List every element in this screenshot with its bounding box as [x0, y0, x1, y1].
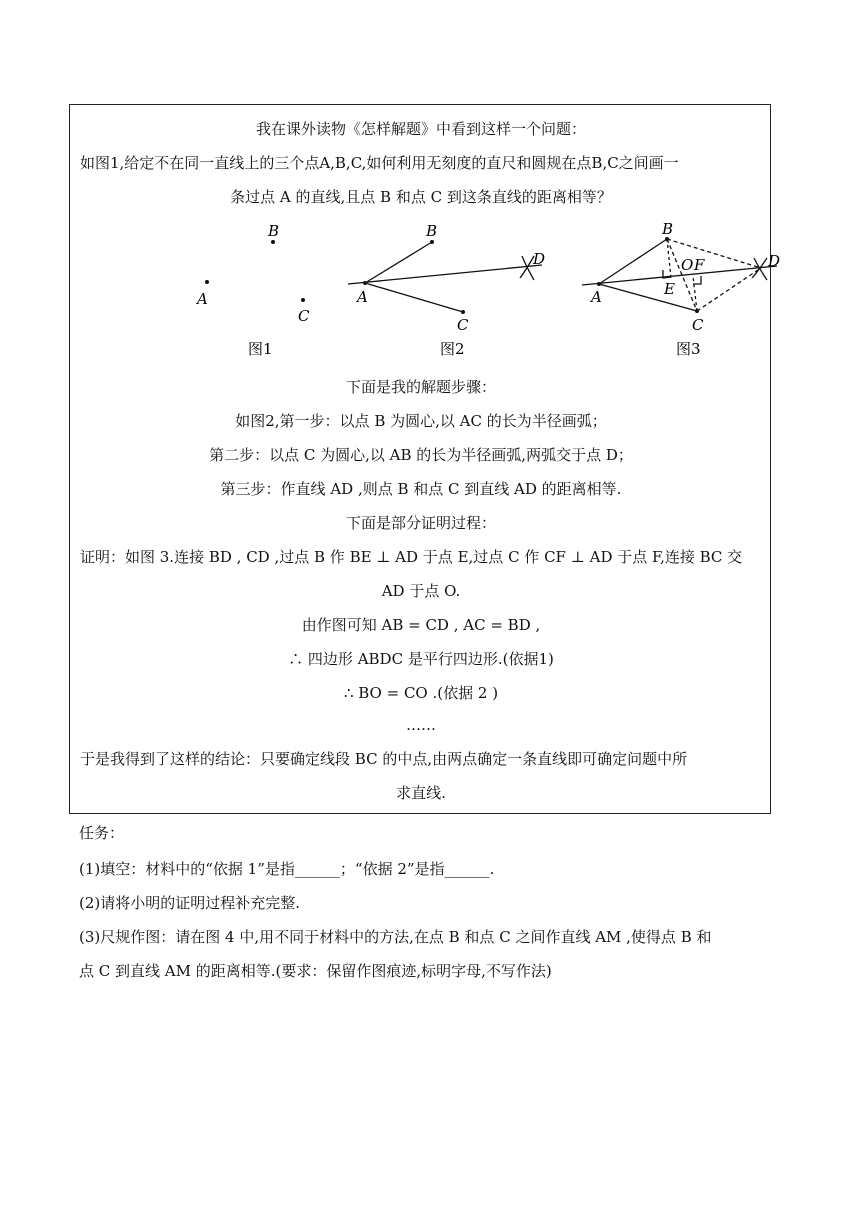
fig1-caption: 图1: [248, 340, 273, 358]
fig1-point-B: [271, 240, 275, 244]
fig2-label-A: A: [357, 288, 368, 306]
fig3-point-A: [597, 282, 601, 286]
fig2-point-C: [461, 310, 465, 314]
figures-diagram: [130, 218, 781, 358]
figure-2: [348, 242, 542, 312]
fig3-segment-BC: [667, 239, 697, 311]
fig3-label-D: D: [768, 252, 781, 270]
fig3-label-F: F: [694, 256, 705, 274]
fig2-label-D: D: [533, 250, 546, 268]
step-2: 第二步：以点 C 为圆心,以 AB 的长为半径画弧,两弧交于点 D；: [209, 446, 633, 464]
fig3-segment-BE: [667, 239, 671, 278]
fig3-right-angle-F: [693, 276, 701, 284]
fig2-segment-AC: [365, 283, 463, 312]
problem-line-2: 条过点 A 的直线,且点 B 和点 C 到这条直线的距离相等？: [230, 188, 612, 206]
fig3-caption: 图3: [676, 340, 701, 358]
fig3-label-O: O: [681, 256, 694, 274]
fig1-label-A: A: [197, 290, 208, 308]
fig3-label-A: A: [591, 288, 602, 306]
fig3-segment-CD: [697, 268, 761, 311]
fig1-point-A: [205, 280, 209, 284]
steps-title: 下面是我的解题步骤：: [345, 378, 496, 396]
fig3-label-C: C: [692, 316, 704, 334]
problem-line-1: 如图1,给定不在同一直线上的三个点A,B,C,如何利用无刻度的直尺和圆规在点B,C之间画一: [80, 154, 679, 172]
fig2-caption: 图2: [440, 340, 465, 358]
figure-3: [582, 239, 777, 311]
fig1-point-C: [301, 298, 305, 302]
proof-title: 下面是部分证明过程：: [345, 514, 496, 532]
task-1: (1)填空：材料中的“依据 1”是指______；“依据 2”是指______.: [79, 860, 495, 878]
figure-1: [195, 222, 310, 358]
ellipsis: ……: [406, 716, 436, 734]
fig2-point-A: [363, 281, 367, 285]
step-3: 第三步：作直线 AD ,则点 B 和点 C 到直线 AD 的距离相等.: [220, 480, 622, 498]
conclusion-line-1: 于是我得到了这样的结论：只要确定线段 BC 的中点,由两点确定一条直线即可确定问题中所: [80, 750, 688, 768]
proof-line-4: ∴ 四边形 ABDC 是平行四边形.(依据1): [288, 650, 554, 668]
task-3-line-1: (3)尺规作图：请在图 4 中,用不同于材料中的方法,在点 B 和点 C 之间作直线 AM ,使得点 B 和: [79, 928, 712, 946]
tasks-title: 任务：: [79, 824, 125, 842]
proof-line-5: ∴ BO = CO .(依据 2 ): [343, 684, 499, 702]
proof-line-3: 由作图可知 AB = CD , AC = BD ,: [301, 616, 541, 634]
figure-2-points: [355, 222, 545, 358]
fig3-label-E: E: [664, 280, 675, 298]
fig2-label-B: B: [426, 222, 438, 240]
fig1-label-B: B: [268, 222, 280, 240]
step-1: 如图2,第一步：以点 B 为圆心,以 AC 的长为半径画弧；: [235, 412, 607, 430]
task-2: (2)请将小明的证明过程补充完整.: [79, 894, 301, 912]
fig1-label-C: C: [298, 307, 310, 325]
conclusion-line-2: 求直线.: [396, 784, 446, 802]
problem-box: [69, 104, 781, 814]
proof-line-1: 证明：如图 3.连接 BD , CD ,过点 B 作 BE ⊥ AD 于点 E,过点 C 作 CF ⊥ AD 于点 F,连接 BC 交: [80, 548, 743, 566]
fig3-label-B: B: [662, 220, 674, 238]
fig3-point-C: [695, 309, 699, 313]
intro-text: 我在课外读物《怎样解题》中看到这样一个问题：: [255, 120, 586, 138]
fig2-line-AD: [348, 265, 542, 284]
fig2-label-C: C: [457, 316, 469, 334]
fig2-point-B: [430, 240, 434, 244]
proof-line-2: AD 于点 O.: [381, 582, 461, 600]
task-3-line-2: 点 C 到直线 AM 的距离相等.(要求：保留作图痕迹,标明字母,不写作法): [79, 962, 552, 980]
fig3-segment-AC: [599, 284, 697, 311]
